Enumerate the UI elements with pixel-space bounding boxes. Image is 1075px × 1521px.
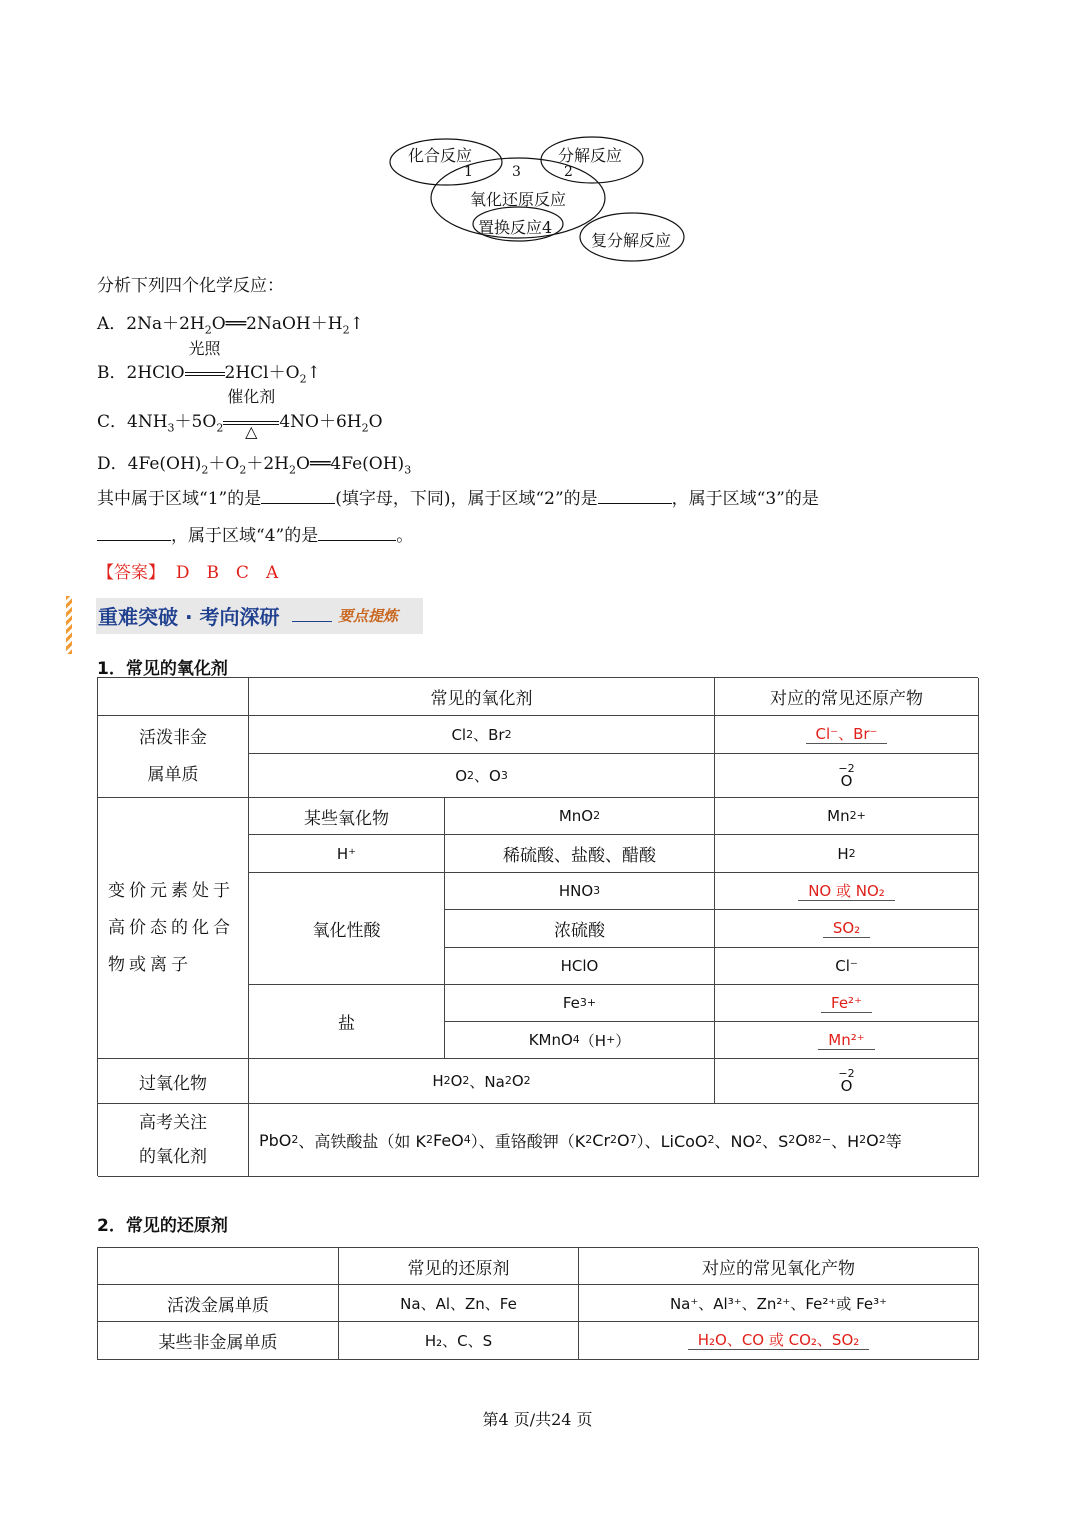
oxidizer-table bbox=[97, 677, 978, 1176]
venn-region-4: 4 bbox=[542, 218, 553, 237]
group-nonmetal-label: 活泼非金 属单质 bbox=[98, 716, 249, 798]
venn-combination-label: 化合反应 bbox=[408, 146, 473, 165]
answer-blank-2[interactable] bbox=[598, 487, 672, 504]
table-cell-product: Fe²⁺ bbox=[715, 985, 979, 1022]
sub-oxide-label: 某些氧化物 bbox=[249, 798, 445, 835]
table-cell-product: −2 O bbox=[715, 754, 979, 798]
section2-heading: 2．常见的还原剂 bbox=[97, 1216, 228, 1236]
table-cell-product: H₂O、CO 或 CO₂、SO₂ bbox=[579, 1322, 979, 1360]
table-row: HClO bbox=[445, 948, 715, 985]
table-row: 稀硫酸、盐酸、醋酸 bbox=[445, 835, 715, 873]
table-row: O 2 、O 3 bbox=[249, 754, 715, 798]
banner-stripe bbox=[66, 596, 72, 654]
table2-header-blank bbox=[98, 1248, 339, 1285]
condition-heat: △ bbox=[245, 422, 258, 441]
table2-header-product: 对应的常见氧化产物 bbox=[579, 1248, 979, 1285]
reaction-type-venn-diagram bbox=[380, 134, 700, 266]
answer-blank-1[interactable] bbox=[261, 487, 335, 504]
table-cell-product: Cl⁻、Br⁻ bbox=[715, 716, 979, 754]
group-variable-valence-label: 变价元素处于 高价态的化合 物或离子 bbox=[98, 798, 249, 1059]
table-row: Na、Al、Zn、Fe bbox=[339, 1285, 579, 1322]
table-row: HNO 3 bbox=[445, 873, 715, 910]
group-exam-focus-label: 高考关注 的氧化剂 bbox=[98, 1104, 249, 1177]
answer-line: 【答案】 D B C A bbox=[97, 563, 279, 583]
table-cell-product: Cl⁻ bbox=[715, 948, 979, 985]
table-row: 浓硫酸 bbox=[445, 910, 715, 948]
table1-header-oxidizer: 常见的氧化剂 bbox=[249, 678, 715, 716]
answer-blank-3[interactable] bbox=[97, 524, 171, 541]
table-row-label: 活泼金属单质 bbox=[98, 1285, 339, 1322]
venn-region-3: 3 bbox=[512, 164, 521, 180]
table-row: H₂、C、S bbox=[339, 1322, 579, 1360]
condition-light: 光照 bbox=[188, 339, 221, 358]
table-row: MnO 2 bbox=[445, 798, 715, 835]
sub-acid-label: 氧化性酸 bbox=[249, 873, 445, 985]
intro-text: 分析下列四个化学反应： bbox=[97, 276, 284, 296]
table-cell-product: Mn²⁺ bbox=[715, 1022, 979, 1059]
banner-subtitle: 要点提炼 bbox=[338, 607, 399, 625]
question-line-1: 其中属于区域“1”的是 (填字母，下同)，属于区域“2”的是 ，属于区域“3”的是 bbox=[97, 489, 819, 509]
table1-header-blank bbox=[98, 678, 249, 716]
venn-redox-label: 氧化还原反应 bbox=[470, 190, 567, 209]
section1-heading: 1．常见的氧化剂 bbox=[97, 659, 228, 679]
table-cell-product: NO 或 NO₂ bbox=[715, 873, 979, 910]
sub-salt-label: 盐 bbox=[249, 985, 445, 1059]
table-row: Cl 2 、Br 2 bbox=[249, 716, 715, 754]
group-peroxide-label: 过氧化物 bbox=[98, 1059, 249, 1104]
table-row-label: 某些非金属单质 bbox=[98, 1322, 339, 1360]
reaction-b: B．2HClO 光照 $2HCl+O_2↑$ bbox=[97, 339, 321, 386]
section-banner bbox=[66, 596, 423, 638]
reaction-d: D．$4Fe(OH)_2+O_2+2H_2O══4Fe(OH)_3$ bbox=[97, 454, 412, 477]
venn-replacement-label: 置换反应4 bbox=[478, 218, 553, 237]
banner-title: 重难突破 · 考向深研 bbox=[98, 605, 280, 629]
table-row-exam-oxidizers: PbO 2 、高铁酸盐（如 K 2 FeO 4 ）、重铬酸钾（K 2 Cr 2 O 7 ）、LiCoO 2 、NO 2 、S 2 O 8 2− 、H 2 O 2 等 bbox=[249, 1104, 979, 1177]
question-line-2: ，属于区域“4”的是 。 bbox=[97, 524, 413, 548]
reaction-a: A．$2Na+2H_2O══2NaOH+H_2↑$ bbox=[97, 314, 364, 337]
answer-blank-4[interactable] bbox=[318, 524, 396, 541]
venn-region-2: 2 bbox=[564, 164, 573, 180]
reducer-table bbox=[97, 1247, 978, 1360]
table-cell-product: Mn 2+ bbox=[715, 798, 979, 835]
venn-decomposition-label: 分解反应 bbox=[558, 146, 623, 165]
page-footer: 第4 页/共24 页 bbox=[482, 1410, 593, 1429]
sub-h-label: H⁺ bbox=[249, 835, 445, 873]
table-cell-product: −2 O bbox=[715, 1059, 979, 1104]
venn-double-decomposition-label: 复分解反应 bbox=[591, 231, 672, 250]
table1-header-product: 对应的常见还原产物 bbox=[715, 678, 979, 716]
table-row: Fe 3+ bbox=[445, 985, 715, 1022]
table-cell-product: H 2 bbox=[715, 835, 979, 873]
reaction-c: C．$4NH_3+5O_2$ 催化剂 △ $4NO+6H_2O$ bbox=[97, 387, 383, 441]
table-row: H 2 O 2 、Na 2 O 2 bbox=[249, 1059, 715, 1104]
table2-header-reducer: 常见的还原剂 bbox=[339, 1248, 579, 1285]
condition-catalyst: 催化剂 bbox=[227, 387, 276, 406]
table-cell-product: Na⁺、Al³⁺、Zn²⁺、Fe²⁺或 Fe³⁺ bbox=[579, 1285, 979, 1322]
table-row: KMnO 4 （H + ） bbox=[445, 1022, 715, 1059]
table-cell-product: SO₂ bbox=[715, 910, 979, 948]
venn-region-1: 1 bbox=[464, 164, 473, 180]
